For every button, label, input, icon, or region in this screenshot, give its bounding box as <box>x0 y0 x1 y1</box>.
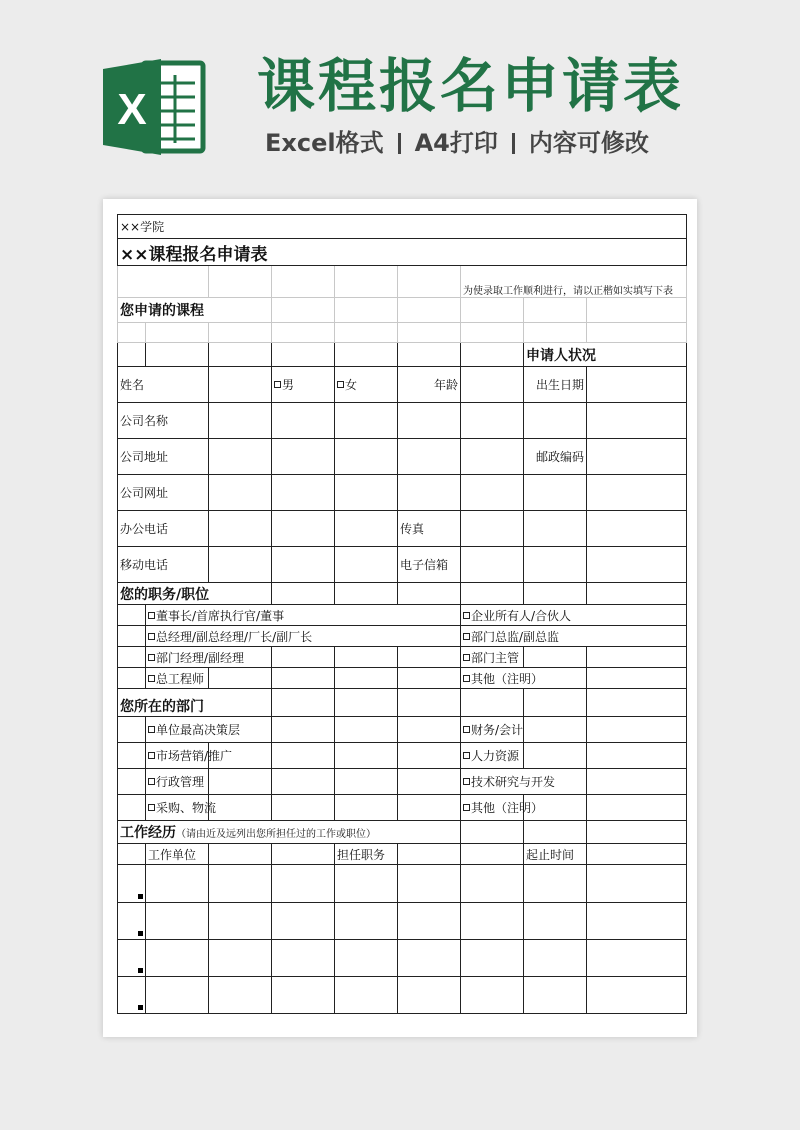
department-option[interactable]: 人力资源 <box>461 743 524 769</box>
birth-input[interactable] <box>587 367 687 403</box>
checkbox-icon <box>463 633 470 640</box>
name-label: 姓名 <box>118 367 209 403</box>
position-option[interactable]: 企业所有人/合伙人 <box>461 605 687 626</box>
female-option[interactable]: 女 <box>335 367 398 403</box>
position-option[interactable]: 部门主管 <box>461 647 524 668</box>
checkbox-icon <box>148 654 155 661</box>
excel-logo-icon <box>103 57 207 157</box>
work-section-label: 工作经历 <box>120 825 176 841</box>
logo-letter: X <box>117 85 147 134</box>
bullet-icon <box>138 931 143 936</box>
address-label: 公司地址 <box>118 439 209 475</box>
bullet-icon <box>138 968 143 973</box>
birth-label: 出生日期 <box>524 367 587 403</box>
period-header: 起止时间 <box>524 844 587 865</box>
checkbox-icon <box>463 752 470 759</box>
checkbox-icon <box>463 778 470 785</box>
form-note: 为使录取工作顺利进行，请以正楷如实填写下表 <box>461 266 687 298</box>
subtitle-format: Excel格式 <box>265 129 384 157</box>
separator <box>512 133 515 154</box>
department-option[interactable]: 采购、物流 <box>146 795 209 821</box>
checkbox-icon <box>463 612 470 619</box>
application-form-table <box>117 214 687 1014</box>
work-history-row <box>118 903 687 940</box>
checkbox-icon <box>148 778 155 785</box>
checkbox-icon <box>274 381 281 388</box>
male-option[interactable]: 男 <box>272 367 335 403</box>
website-input[interactable] <box>209 475 272 511</box>
checkbox-icon <box>463 675 470 682</box>
department-option[interactable]: 财务/会计 <box>461 717 524 743</box>
checkbox-icon <box>463 654 470 661</box>
email-label: 电子信箱 <box>398 547 461 583</box>
checkbox-icon <box>463 726 470 733</box>
checkbox-icon <box>463 804 470 811</box>
position-option[interactable]: 总经理/副总经理/厂长/副厂长 <box>146 626 461 647</box>
position-option[interactable]: 部门总监/副总监 <box>461 626 687 647</box>
position-option[interactable]: 总工程师 <box>146 668 209 689</box>
age-input[interactable] <box>461 367 524 403</box>
checkbox-icon <box>148 752 155 759</box>
office-phone-input[interactable] <box>209 511 272 547</box>
website-label: 公司网址 <box>118 475 209 511</box>
department-option[interactable]: 其他（注明） <box>461 795 524 821</box>
form-title: ××课程报名申请表 <box>118 239 687 266</box>
work-section-heading <box>118 821 461 844</box>
subtitle-print: A4打印 <box>414 129 498 157</box>
checkbox-icon <box>148 726 155 733</box>
mobile-input[interactable] <box>209 547 272 583</box>
postcode-label: 邮政编码 <box>524 439 587 475</box>
applicant-section-label: 申请人状况 <box>524 343 687 367</box>
bullet-icon <box>138 894 143 899</box>
position-option[interactable]: 其他（注明） <box>461 668 587 689</box>
fax-input[interactable] <box>461 511 524 547</box>
position-header: 担任职务 <box>335 844 398 865</box>
form-sheet <box>103 199 697 1037</box>
office-phone-label: 办公电话 <box>118 511 209 547</box>
address-input[interactable] <box>209 439 272 475</box>
org-name: ××学院 <box>118 215 687 239</box>
checkbox-icon <box>148 675 155 682</box>
department-section-label: 您所在的部门 <box>118 689 272 717</box>
department-option[interactable]: 市场营销/推广 <box>146 743 209 769</box>
age-label: 年龄 <box>398 367 461 403</box>
checkbox-icon <box>148 804 155 811</box>
checkbox-icon <box>148 612 155 619</box>
course-section-label: 您申请的课程 <box>118 298 272 323</box>
postcode-input[interactable] <box>587 439 687 475</box>
checkbox-icon <box>148 633 155 640</box>
work-history-row <box>118 865 687 903</box>
position-option[interactable]: 部门经理/副经理 <box>146 647 272 668</box>
position-section-label: 您的职务/职位 <box>118 583 272 605</box>
employer-header: 工作单位 <box>146 844 209 865</box>
email-input[interactable] <box>461 547 524 583</box>
checkbox-icon <box>337 381 344 388</box>
page-title: 课程报名申请表 <box>257 52 685 120</box>
subtitle-editable: 内容可修改 <box>528 129 649 157</box>
company-input[interactable] <box>209 403 272 439</box>
department-option[interactable]: 单位最高决策层 <box>146 717 272 743</box>
page-subtitle <box>265 124 685 162</box>
mobile-label: 移动电话 <box>118 547 209 583</box>
fax-label: 传真 <box>398 511 461 547</box>
position-option[interactable]: 董事长/首席执行官/董事 <box>146 605 461 626</box>
name-input[interactable] <box>209 367 272 403</box>
company-label: 公司名称 <box>118 403 209 439</box>
department-option[interactable]: 行政管理 <box>146 769 209 795</box>
separator <box>398 133 401 154</box>
department-option[interactable]: 技术研究与开发 <box>461 769 587 795</box>
work-history-row <box>118 940 687 977</box>
work-history-row <box>118 977 687 1014</box>
work-section-note: （请由近及远列出您所担任过的工作或职位） <box>176 829 376 840</box>
bullet-icon <box>138 1005 143 1010</box>
